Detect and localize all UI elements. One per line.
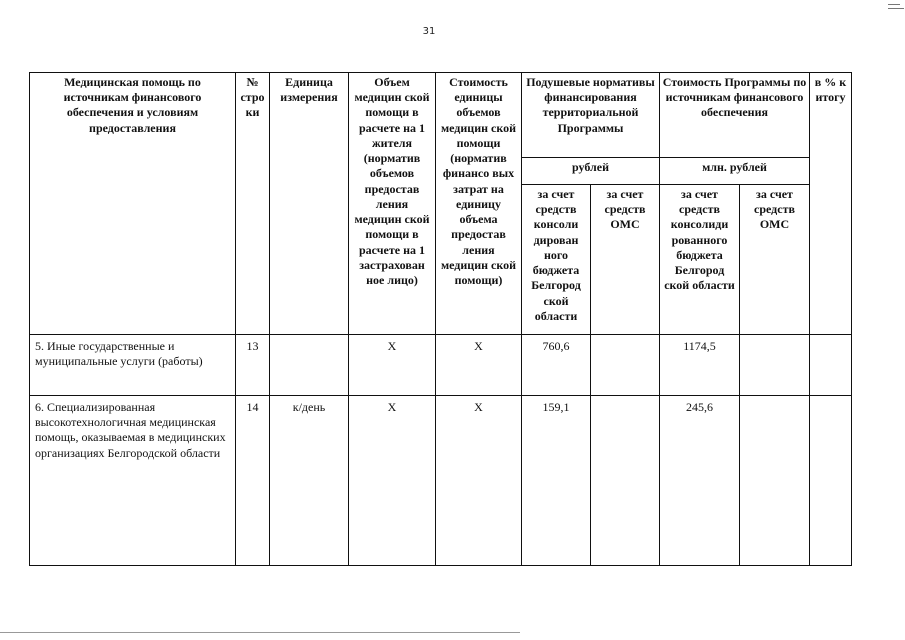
header-program-budget: за счет средств консолиди рованного бюджета Белгород ской области (660, 185, 740, 335)
cell-percent (810, 396, 852, 566)
header-unit-cost: Стоимость единицы объемов медицин ской помощи (норматив финансо вых затрат на единицу объема предостав ления медицин ской помощи) (436, 73, 522, 335)
cell-unit (270, 335, 349, 396)
scan-edge-line (0, 632, 520, 633)
cell-per-capita-oms (591, 335, 660, 396)
financing-table (29, 72, 852, 566)
cell-unit-cost: Х (436, 396, 522, 566)
header-unit-mln-rubles: млн. рублей (660, 158, 810, 185)
header-unit-rubles: рублей (522, 158, 660, 185)
header-per-capita-budget: за счет средств консоли дирован ного бюджета Белгород ской области (522, 185, 591, 335)
header-row-number: № стро ки (236, 73, 270, 335)
header-percent: в % к итогу (810, 73, 852, 335)
cell-unit-cost: Х (436, 335, 522, 396)
cell-program-oms (740, 335, 810, 396)
header-program-oms: за счет средств ОМС (740, 185, 810, 335)
cell-name: 6. Специализированная высокотехнологичная медицинская помощь, оказываемая в медицинских организациях Белгородской области (30, 396, 236, 566)
cell-per-capita-budget: 159,1 (522, 396, 591, 566)
header-unit: Единица измерения (270, 73, 349, 335)
cell-name: 5. Иные государственные и муниципальные услуги (работы) (30, 335, 236, 396)
header-volume: Объем медицин ской помощи в расчете на 1 жителя (норматив объемов предостав ления медицин ской помощи в расчете на 1 застрахован ное лицо) (349, 73, 436, 335)
cell-per-capita-budget: 760,6 (522, 335, 591, 396)
header-assistance: Медицинская помощь по источникам финансового обеспечения и условиям предоставления (30, 73, 236, 335)
page-number: 31 (422, 26, 436, 37)
scan-corner-mark (888, 0, 905, 14)
cell-volume: Х (349, 335, 436, 396)
table-row (30, 335, 852, 396)
cell-percent (810, 335, 852, 396)
table-row (30, 396, 852, 566)
header-program-cost: Стоимость Программы по источникам финансового обеспечения (660, 73, 810, 158)
cell-unit: к/день (270, 396, 349, 566)
cell-per-capita-oms (591, 396, 660, 566)
cell-program-budget: 1174,5 (660, 335, 740, 396)
header-per-capita: Подушевые нормативы финансирования территориальной Программы (522, 73, 660, 158)
header-per-capita-oms: за счет средств ОМС (591, 185, 660, 335)
cell-row-number: 14 (236, 396, 270, 566)
cell-program-oms (740, 396, 810, 566)
cell-row-number: 13 (236, 335, 270, 396)
cell-program-budget: 245,6 (660, 396, 740, 566)
cell-volume: Х (349, 396, 436, 566)
